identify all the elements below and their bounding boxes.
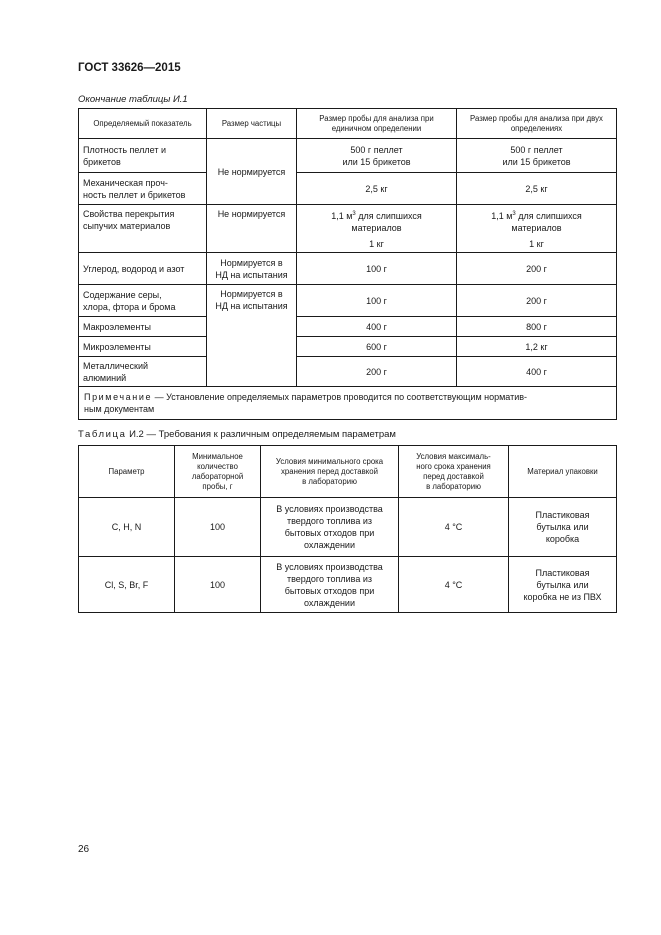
table1-col-indicator: Определяемый показатель bbox=[79, 109, 207, 139]
single-size-cell: 600 г bbox=[297, 337, 457, 357]
table2-caption: Таблица И.2 — Требования к различным определяемым параметрам bbox=[78, 429, 396, 440]
double-size-cell: 1,2 кг bbox=[457, 337, 617, 357]
table-row bbox=[79, 285, 617, 317]
table2-header-row bbox=[79, 446, 617, 498]
min-qty-cell: 100 bbox=[175, 557, 261, 613]
table-row bbox=[79, 337, 617, 357]
table-row bbox=[79, 498, 617, 557]
param-cell: Cl, S, Br, F bbox=[79, 557, 175, 613]
table1-note-row bbox=[79, 387, 617, 420]
table2-col-package: Материал упаковки bbox=[509, 446, 617, 498]
table-row bbox=[79, 357, 617, 387]
table2-col-min-qty: Минимальное количество лабораторной пробы, г bbox=[175, 446, 261, 498]
table-row bbox=[79, 317, 617, 337]
double-size-cell: 200 г bbox=[457, 285, 617, 317]
double-size-cell: 400 г bbox=[457, 357, 617, 387]
indicator-cell: Металлический алюминий bbox=[79, 357, 207, 387]
double-size-cell: 1,1 $м^3$ для слипшихся материалов 1 кг bbox=[457, 205, 617, 253]
package-cell: Пластиковая бутылка или коробка не из ПВХ bbox=[509, 557, 617, 613]
indicator-cell: Углерод, водород и азот bbox=[79, 253, 207, 285]
table-row bbox=[79, 139, 617, 173]
single-size-cell: 1,1 $м^3$ для слипшихся материалов 1 кг bbox=[297, 205, 457, 253]
single-size-cell: 100 г bbox=[297, 285, 457, 317]
package-cell: Пластиковая бутылка или коробка bbox=[509, 498, 617, 557]
min-cond-cell: В условиях производства твердого топлива из бытовых отходов при охлаждении bbox=[261, 498, 399, 557]
table-row bbox=[79, 205, 617, 253]
table2-col-param: Параметр bbox=[79, 446, 175, 498]
table-row bbox=[79, 253, 617, 285]
double-size-cell: 200 г bbox=[457, 253, 617, 285]
single-size-cell: 100 г bbox=[297, 253, 457, 285]
indicator-cell: Микроэлементы bbox=[79, 337, 207, 357]
double-size-cell: 2,5 кг bbox=[457, 173, 617, 205]
particle-cell: Не нормируется bbox=[207, 205, 297, 253]
table-row bbox=[79, 173, 617, 205]
max-cond-cell: 4 °C bbox=[399, 498, 509, 557]
indicator-cell: Содержание серы, хлора, фтора и брома bbox=[79, 285, 207, 317]
table1-col-particle: Размер частицы bbox=[207, 109, 297, 139]
min-cond-cell: В условиях производства твердого топлива из бытовых отходов при охлаждении bbox=[261, 557, 399, 613]
single-size-cell: 2,5 кг bbox=[297, 173, 457, 205]
single-size-cell: 400 г bbox=[297, 317, 457, 337]
param-cell: C, H, N bbox=[79, 498, 175, 557]
particle-cell: Нормируется в НД на испытания bbox=[207, 253, 297, 285]
double-size-cell: 500 г пеллет или 15 брикетов bbox=[457, 139, 617, 173]
indicator-cell: Макроэлементы bbox=[79, 317, 207, 337]
table1-col-double: Размер пробы для анализа при двух определениях bbox=[457, 109, 617, 139]
double-size-cell: 800 г bbox=[457, 317, 617, 337]
note-label: Примечание bbox=[84, 392, 153, 402]
single-size-cell: 500 г пеллет или 15 брикетов bbox=[297, 139, 457, 173]
table1-header-row bbox=[79, 109, 617, 139]
indicator-cell: Свойства перекрытия сыпучих материалов bbox=[79, 205, 207, 253]
table2-col-max-cond: Условия максималь- ного срока хранения перед доставкой в лабораторию bbox=[399, 446, 509, 498]
page-number: 26 bbox=[78, 844, 90, 855]
table1 bbox=[78, 108, 617, 420]
table2 bbox=[78, 445, 617, 613]
particle-cell: Не нормируется bbox=[207, 139, 297, 205]
single-size-cell: 200 г bbox=[297, 357, 457, 387]
indicator-cell: Плотность пеллет и брикетов bbox=[79, 139, 207, 173]
table-row bbox=[79, 557, 617, 613]
table1-col-single: Размер пробы для анализа при единичном определении bbox=[297, 109, 457, 139]
max-cond-cell: 4 °C bbox=[399, 557, 509, 613]
indicator-cell: Механическая проч- ность пеллет и брикетов bbox=[79, 173, 207, 205]
table1-note bbox=[79, 387, 617, 420]
note-text: — Установление определяемых параметров проводится по соответствующим норматив- ным документам bbox=[84, 392, 528, 414]
particle-cell: Нормируется в НД на испытания bbox=[207, 285, 297, 387]
table1-caption: Окончание таблицы И.1 bbox=[78, 94, 188, 105]
min-qty-cell: 100 bbox=[175, 498, 261, 557]
table2-col-min-cond: Условия минимального срока хранения перед доставкой в лабораторию bbox=[261, 446, 399, 498]
standard-number: ГОСТ 33626—2015 bbox=[78, 62, 181, 74]
